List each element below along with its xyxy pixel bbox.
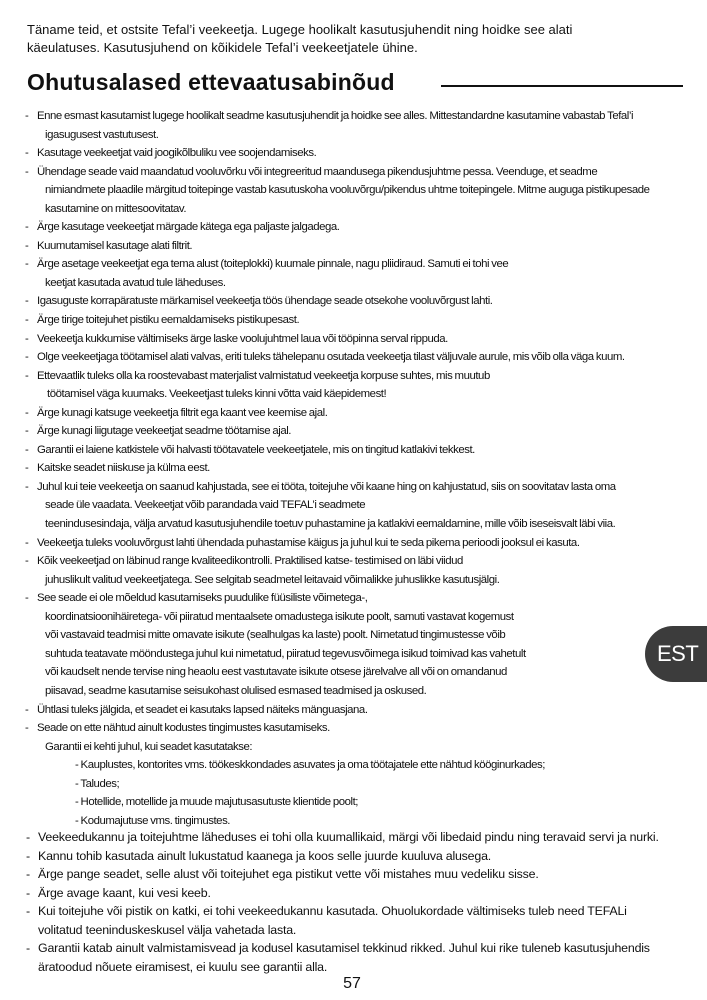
- bullet-dash: -: [26, 848, 30, 863]
- bullet-dash: -: [25, 369, 29, 382]
- safety-item: [25, 237, 690, 256]
- bullet-dash: -: [25, 555, 29, 568]
- safety-item: [25, 552, 690, 589]
- bullet-dash: -: [25, 165, 29, 178]
- safety-item: [25, 144, 690, 163]
- bullet-dash: -: [25, 443, 29, 456]
- safety-item: [26, 902, 691, 939]
- item-line: Kaitske seadet niiskuse ja külma eest.: [37, 462, 210, 475]
- item-line: nimiandmete plaadile märgitud toitepinge vastab kasutuskoha vooluvõrgu/pikendus uhtme toitepingele. Mitme auguga pistikupesade: [45, 184, 650, 197]
- bullet-dash: -: [26, 830, 30, 844]
- item-line: Garantii katab ainult valmistamisvead ja kodusel kasutamisel tekkinud rikked. Juhul kui rike tuleneb kasutusjuhendis: [38, 941, 650, 956]
- item-line: Veekeedukannu ja toitejuhtme läheduses ei tohi olla kuumallikaid, märgi või libedaid pindu ning teravaid servi ja nurki.: [38, 830, 659, 844]
- item-line: piisavad, seadme kasutamise seisukohast olulised esmased teadmised ja oskused.: [45, 684, 427, 697]
- intro-paragraph: [27, 21, 627, 57]
- safety-item: [26, 847, 691, 866]
- safety-item: [25, 478, 690, 534]
- safety-item: [25, 404, 690, 423]
- safety-item: [26, 865, 691, 884]
- safety-item: [25, 367, 690, 404]
- item-line: Ettevaatlik tuleks olla ka roostevabast materjalist valmistatud veekeetja korpuse suhtes, mis muutub: [37, 369, 490, 382]
- item-line: äratoodud nõuete eiramisest, ei kuulu see garantii alla.: [38, 959, 328, 974]
- safety-item: [25, 218, 690, 237]
- intro-line: Täname teid, et ostsite Tefal’i veekeetja. Lugege hoolikalt kasutusjuhendit ning hoidke see alati: [27, 22, 573, 37]
- item-line: Veekeetja kukkumise vältimiseks ärge laske voolujuhtmel laua või tööpinna serval rippuda.: [37, 332, 448, 345]
- item-line: Seade on ette nähtud ainult kodustes tingimustes kasutamiseks.: [37, 722, 330, 735]
- warranty-case: - Kauplustes, kontorites vms. töökeskkondades asuvates ja oma töötajatele ette nähtud kööginurkades;: [75, 759, 545, 772]
- item-line: koordinatsioonihäiretega- või piiratud mentaalsete omadustega isikute poolt, samuti vastavat kogemust: [45, 610, 514, 623]
- bullet-dash: -: [25, 425, 29, 438]
- item-line: Garantii ei laiene katkistele või halvasti töötavatele veekeetjatele, mis on tingitud katlakivi tekkest.: [37, 443, 475, 456]
- bullet-dash: -: [25, 110, 29, 122]
- safety-item: [25, 163, 690, 219]
- safety-item: [25, 311, 690, 330]
- safety-item: [25, 330, 690, 349]
- item-line: suhtuda teatavate mööndustega juhul kui nimetatud, piiratud tegevusvõimega isikud toimivad kas vahetult: [45, 647, 526, 660]
- item-line: Ärge kunagi katsuge veekeetja filtrit ega kaant vee keemise ajal.: [37, 406, 328, 419]
- bullet-dash: -: [25, 258, 29, 271]
- item-line: igasugusest vastutusest.: [45, 128, 159, 141]
- safety-item: [25, 459, 690, 478]
- bullet-dash: -: [25, 592, 29, 605]
- safety-item: [26, 828, 691, 847]
- bullet-dash: -: [25, 221, 29, 234]
- bullet-dash: -: [25, 332, 29, 345]
- warranty-exclusions: [37, 738, 690, 831]
- section-heading-row: [27, 67, 687, 99]
- item-line: Ärge kunagi liigutage veekeetjat seadme töötamise ajal.: [37, 425, 292, 438]
- bullet-dash: -: [25, 703, 29, 716]
- item-line: või vastavaid teadmisi mitte omavate isikute (sealhulgas ka laste) poolt. Nimetatud tingimustesse võib: [45, 629, 506, 642]
- item-line: Kannu tohib kasutada ainult lukustatud kaanega ja koos selle juurde kuuluva alusega.: [38, 848, 491, 863]
- bullet-dash: -: [25, 480, 29, 493]
- bullet-dash: -: [25, 406, 29, 419]
- bullet-dash: -: [25, 536, 29, 549]
- item-line: Ärge kasutage veekeetjat märgade kätega ega paljaste jalgadega.: [37, 221, 340, 234]
- item-line: Kasutage veekeetjat vaid joogikõlbuliku vee soojendamiseks.: [37, 147, 317, 160]
- item-line: Ärge pange seadet, selle alust või toitejuhet ega pistikut vette või mistahes muu vedeliku sisse.: [38, 867, 539, 882]
- item-line: Ärge asetage veekeetjat ega tema alust (toiteplokki) kuumale pinnale, nagu pliidiraud. Samuti ei tohi vee: [37, 258, 509, 271]
- safety-item: [25, 701, 690, 720]
- bullet-dash: -: [25, 722, 29, 735]
- safety-item: [25, 441, 690, 460]
- safety-item: [25, 255, 690, 292]
- item-line: või kaudselt nende tervise ning heaolu eest vastutavate isikute otsese järelvalve all või on omandanud: [45, 666, 507, 679]
- item-line: juhuslikult valitud veekeetjatega. See selgitab seadmetel leitavaid võimalikke juhuslikke kasutusjälgi.: [45, 573, 500, 586]
- item-line: Enne esmast kasutamist lugege hoolikalt seadme kasutusjuhendit ja hoidke see alles. Mittestandardne kasutamine vabastab Tefal’i: [37, 110, 634, 122]
- additional-safety-list: [26, 828, 691, 976]
- item-line: keetjat kasutada avatud tule läheduses.: [45, 276, 226, 289]
- item-line: Kuumutamisel kasutage alati filtrit.: [37, 239, 193, 252]
- heading-rule: [441, 85, 683, 87]
- bullet-dash: -: [26, 904, 30, 919]
- item-line: Veekeetja tuleks vooluvõrgust lahti ühendada puhastamise käigus ja juhul kui te seda pikema perioodi jooksul ei kasuta.: [37, 536, 580, 549]
- item-line: kasutamine on mittesoovitatav.: [45, 202, 187, 215]
- safety-item: [25, 589, 690, 700]
- warranty-lead: Garantii ei kehti juhul, kui seadet kasutatakse:: [45, 740, 253, 753]
- page-number: 57: [343, 975, 361, 992]
- language-tab-label: EST: [657, 641, 699, 666]
- warranty-case: - Kodumajutuse vms. tingimustes.: [75, 814, 231, 827]
- safety-item: [26, 939, 691, 976]
- item-line: Ärge avage kaant, kui vesi keeb.: [38, 885, 211, 900]
- warranty-case: - Taludes;: [75, 777, 120, 790]
- item-line: Igasuguste korrapäratuste märkamisel veekeetja töös ühendage seade otsekohe vooluvõrgust lahti.: [37, 295, 493, 308]
- safety-item: [26, 884, 691, 903]
- bullet-dash: -: [25, 239, 29, 252]
- item-line: seade üle vaadata. Veekeetjat võib parandada vaid TEFAL’i seadmete: [45, 499, 366, 512]
- warranty-case: - Hotellide, motellide ja muude majutusasutuste klientide poolt;: [75, 796, 359, 809]
- safety-item: [25, 348, 690, 367]
- language-tab: [645, 626, 707, 682]
- bullet-dash: -: [25, 351, 29, 364]
- bullet-dash: -: [26, 867, 30, 882]
- safety-item: [25, 422, 690, 441]
- item-line: Kui toitejuhe või pistik on katki, ei tohi veekeedukannu kasutada. Ohuolukordade vältimiseks tuleb need TEFALi: [38, 904, 627, 919]
- intro-line: käeulatuses. Kasutusjuhend on kõikidele Tefal’i veekeetjatele ühine.: [27, 40, 418, 55]
- safety-item: [25, 719, 690, 830]
- bullet-dash: -: [25, 314, 29, 327]
- item-line: Ühendage seade vaid maandatud vooluvõrku või integreeritud maandusega pikendusjuhtme pessa. Veenduge, et seadme: [37, 165, 598, 178]
- item-line: Ühtlasi tuleks jälgida, et seadet ei kasutaks lapsed näiteks mänguasjana.: [37, 703, 368, 716]
- item-line: Kõik veekeetjad on läbinud range kvaliteedikontrolli. Praktilised katse- testimised on läbi viidud: [37, 555, 463, 568]
- bullet-dash: -: [25, 295, 29, 308]
- item-line: volitatud teeninduskeskusel välja vahetada lasta.: [38, 922, 297, 937]
- safety-list: [25, 107, 690, 830]
- section-heading: Ohutusalased ettevaatusabinõud: [27, 69, 395, 95]
- item-line: See seade ei ole mõeldud kasutamiseks puudulike füüsiliste võimetega-,: [37, 592, 368, 605]
- safety-item: [25, 107, 690, 144]
- safety-item: [25, 534, 690, 553]
- item-line: Juhul kui teie veekeetja on saanud kahjustada, see ei tööta, toitejuhe või kaane hing on kahjustatud, siis on soovitatav lasta oma: [37, 480, 616, 493]
- item-line: Olge veekeetjaga töötamisel alati valvas, eriti tuleks tähelepanu osutada veekeetja tilast väljuvale aurule, mis võib olla väga kuum.: [37, 351, 625, 364]
- item-line: teenindusesindaja, välja arvatud kasutusjuhendile toetuv puhastamine ja katlakivi eemaldamine, mille võib iseseisvalt läbi viia.: [45, 518, 616, 531]
- bullet-dash: -: [26, 941, 30, 956]
- item-line: Ärge tirige toitejuhet pistiku eemaldamiseks pistikupesast.: [37, 314, 300, 327]
- item-line: töötamisel väga kuumaks. Veekeetjast tuleks kinni võtta vaid käepidemest!: [47, 388, 387, 401]
- bullet-dash: -: [25, 147, 29, 160]
- bullet-dash: -: [26, 885, 30, 900]
- bullet-dash: -: [25, 462, 29, 475]
- safety-item: [25, 292, 690, 311]
